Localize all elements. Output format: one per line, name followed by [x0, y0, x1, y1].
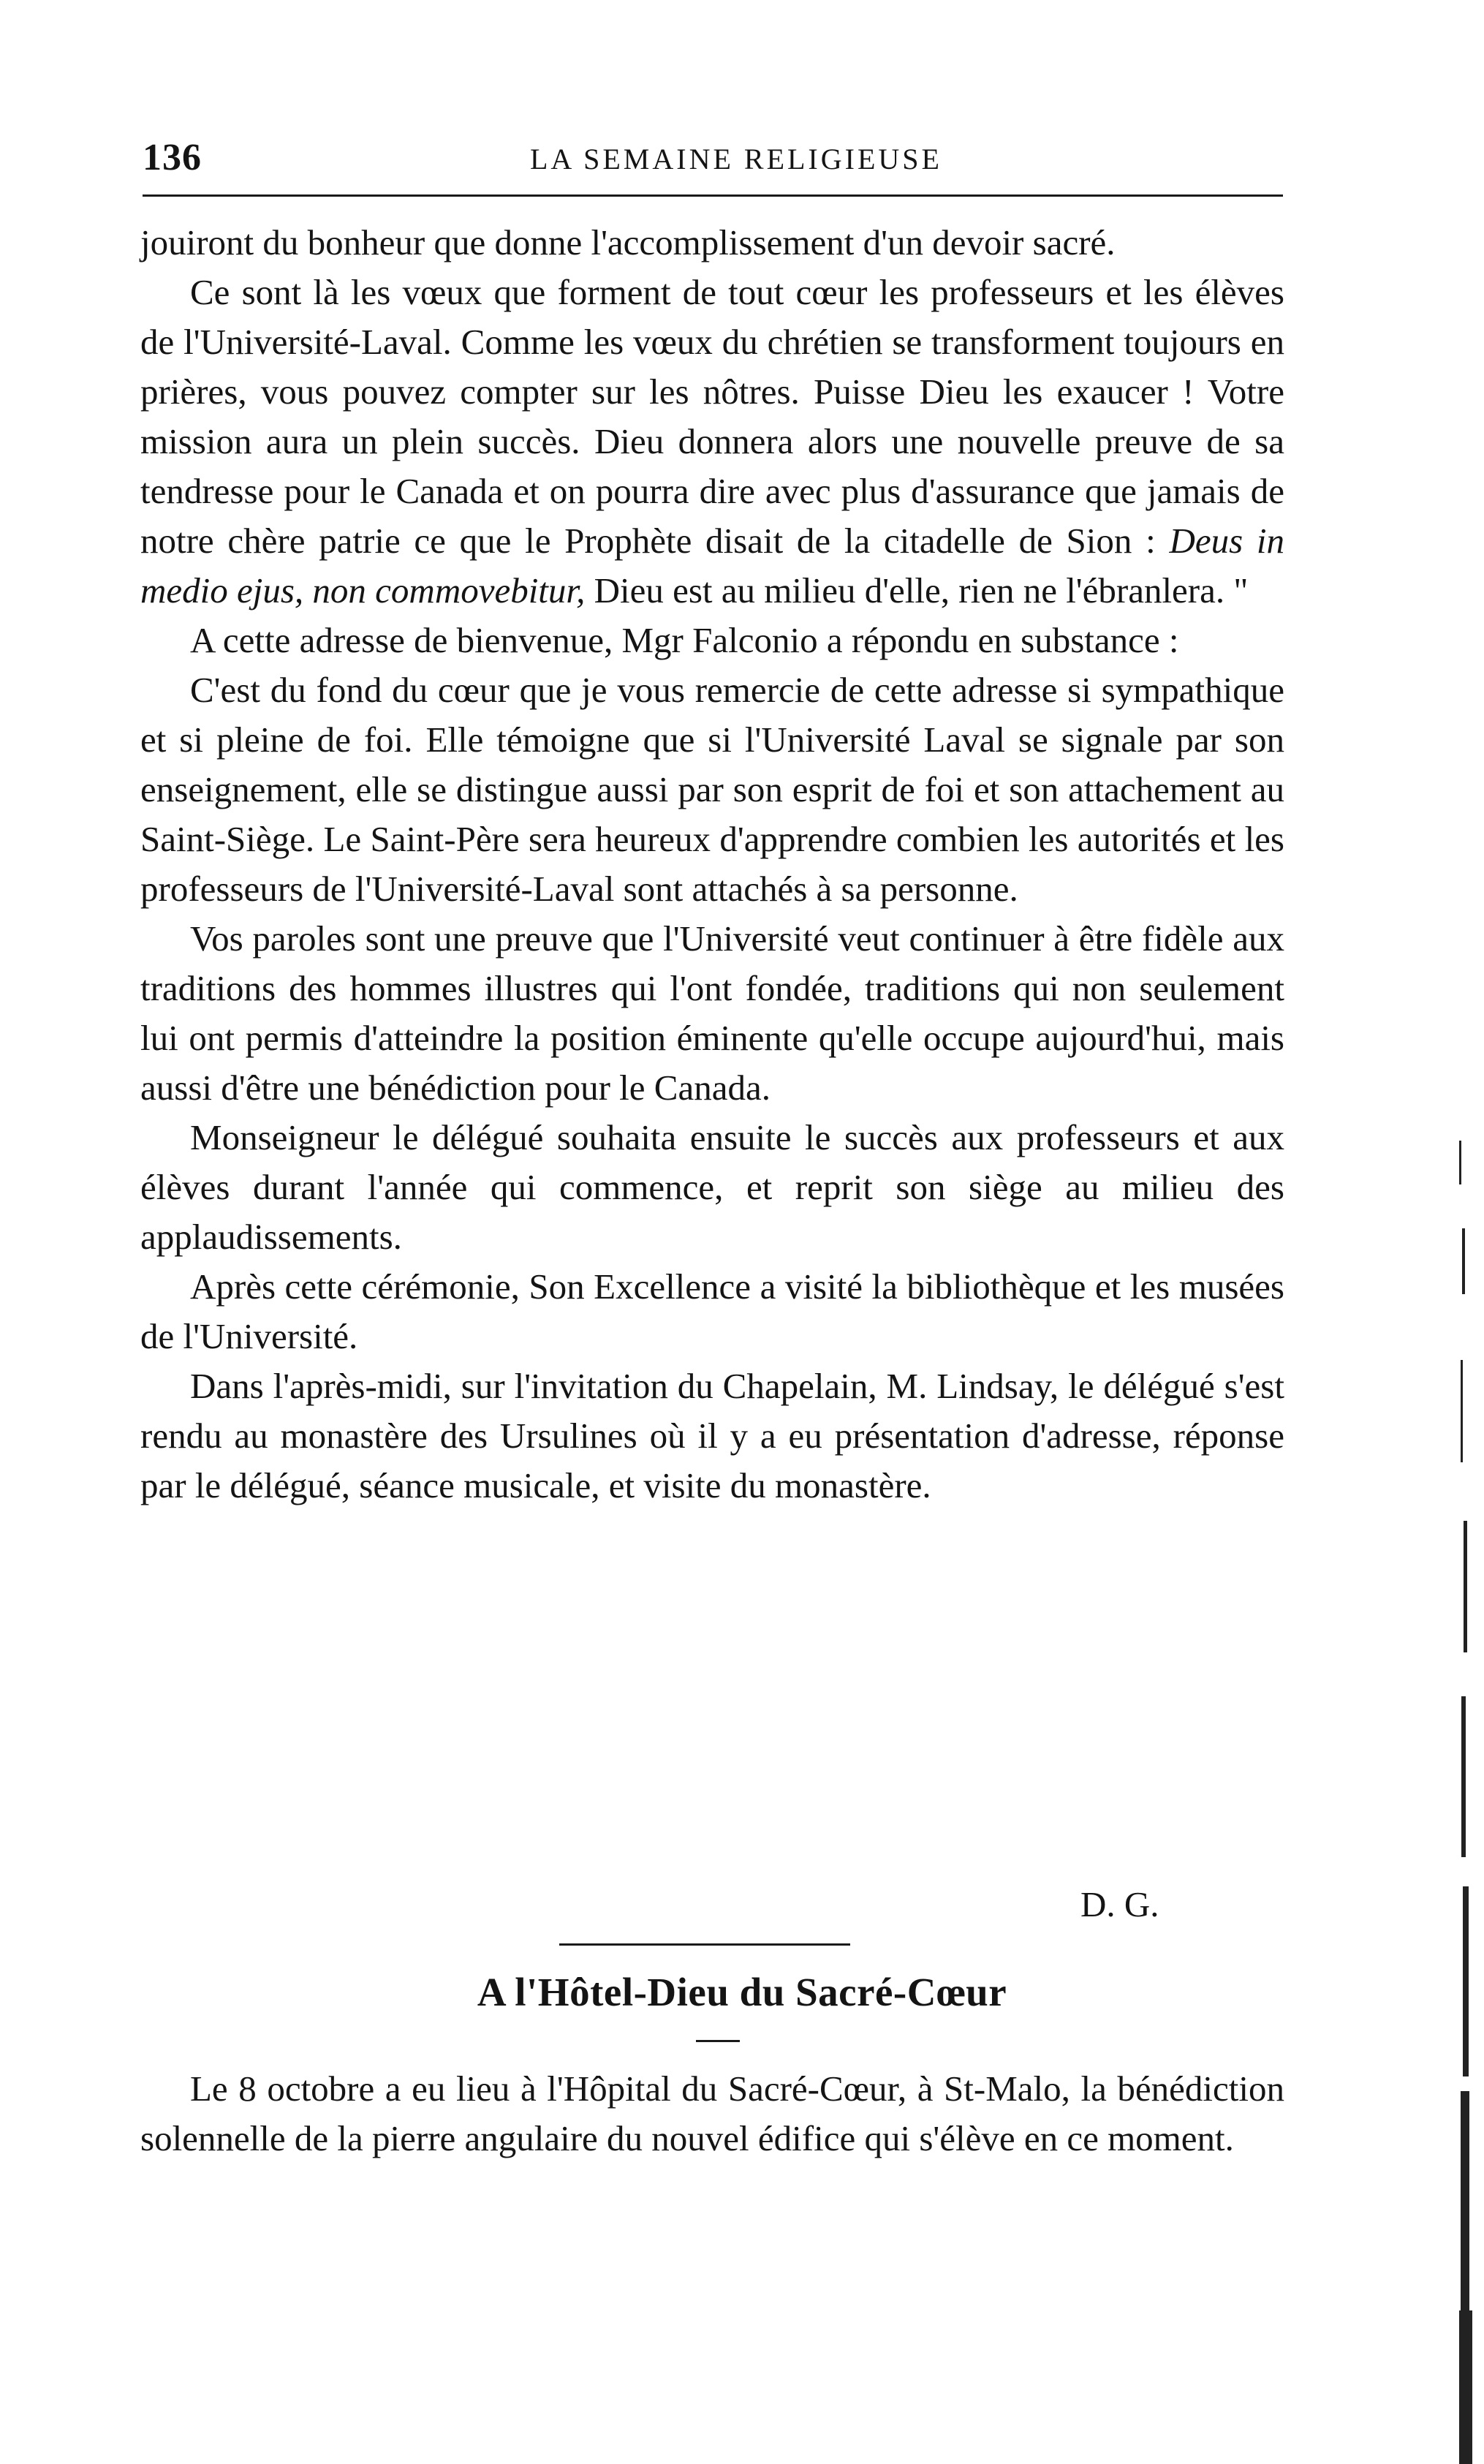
quote-translation: Dieu est au milieu d'elle, rien ne l'ébranlera. " [594, 570, 1249, 611]
paragraph-wishes [140, 268, 1284, 616]
paragraph-continued: jouiront du bonheur que donne l'accomplissement d'un devoir sacré. [140, 222, 1116, 262]
article-body [140, 218, 1284, 1511]
paragraph-ursulines: Dans l'après-midi, sur l'invitation du Chapelain, M. Lindsay, le délégué s'est rendu au monastère des Ursulines où il y a eu présentation d'adresse, réponse par le délégué, séance musicale, et visite du monastère. [140, 1366, 1284, 1505]
section-paragraph: Le 8 octobre a eu lieu à l'Hôpital du Sacré-Cœur, à St-Malo, la bénédiction solennelle de la pierre angulaire du nouvel édifice qui s'élève en ce moment. [140, 2068, 1284, 2158]
running-head [143, 130, 1283, 181]
scan-edge-artifact [1455, 1141, 1484, 2464]
section-divider [559, 1943, 850, 1946]
paragraph-library: Après cette cérémonie, Son Excellence a visité la bibliothèque et les musées de l'Université. [140, 1266, 1284, 1356]
title-short-rule [696, 2040, 740, 2042]
paragraph-reply: C'est du fond du cœur que je vous remercie de cette adresse si sympathique et si pleine de foi. Elle témoigne que si l'Université Laval se signale par son enseignement, elle se distingue aussi par son esprit de foi et son attachement au Saint-Siège. Le Saint-Père sera heureux d'apprendre combien les autorités et les professeurs de l'Université-Laval sont attachés à sa personne. [140, 670, 1284, 909]
paragraph-delegate: Monseigneur le délégué souhaita ensuite le succès aux professeurs et aux élèves durant l'année qui commence, et reprit son siège au milieu des applaudissements. [140, 1117, 1284, 1257]
section-title: A l'Hôtel-Dieu du Sacré-Cœur [477, 1970, 1007, 2014]
latin-quote: Deus in medio ejus, non commovebitur, [140, 521, 1284, 611]
paragraph-wishes-text: Ce sont là les vœux que forment de tout cœur les professeurs et les élèves de l'Université-Laval. Comme les vœux du chrétien se transforment toujours en prières, vous pouvez compter sur les nôtres. Puisse Dieu les exaucer ! Votre mission aura un plein succès. Dieu donnera alors une nouvelle preuve de sa tendresse pour le Canada et on pourra dire avec plus d'assurance que jamais de notre chère patrie ce que le Prophète disait de la citadelle de Sion : [140, 272, 1284, 561]
signature: D. G. [1080, 1884, 1159, 1924]
header-rule [143, 194, 1283, 197]
running-title: LA SEMAINE RELIGIEUSE [530, 143, 942, 175]
paragraph-reply-intro: A cette adresse de bienvenue, Mgr Falconio a répondu en substance : [190, 620, 1179, 660]
page-number: 136 [143, 137, 202, 178]
paragraph-traditions: Vos paroles sont une preuve que l'Université veut continuer à être fidèle aux traditions des hommes illustres qui l'ont fondée, traditions qui non seulement lui ont permis d'atteindre la position éminente qu'elle occupe aujourd'hui, mais aussi d'être une bénédiction pour le Canada. [140, 918, 1284, 1108]
section-body [140, 2064, 1284, 2163]
